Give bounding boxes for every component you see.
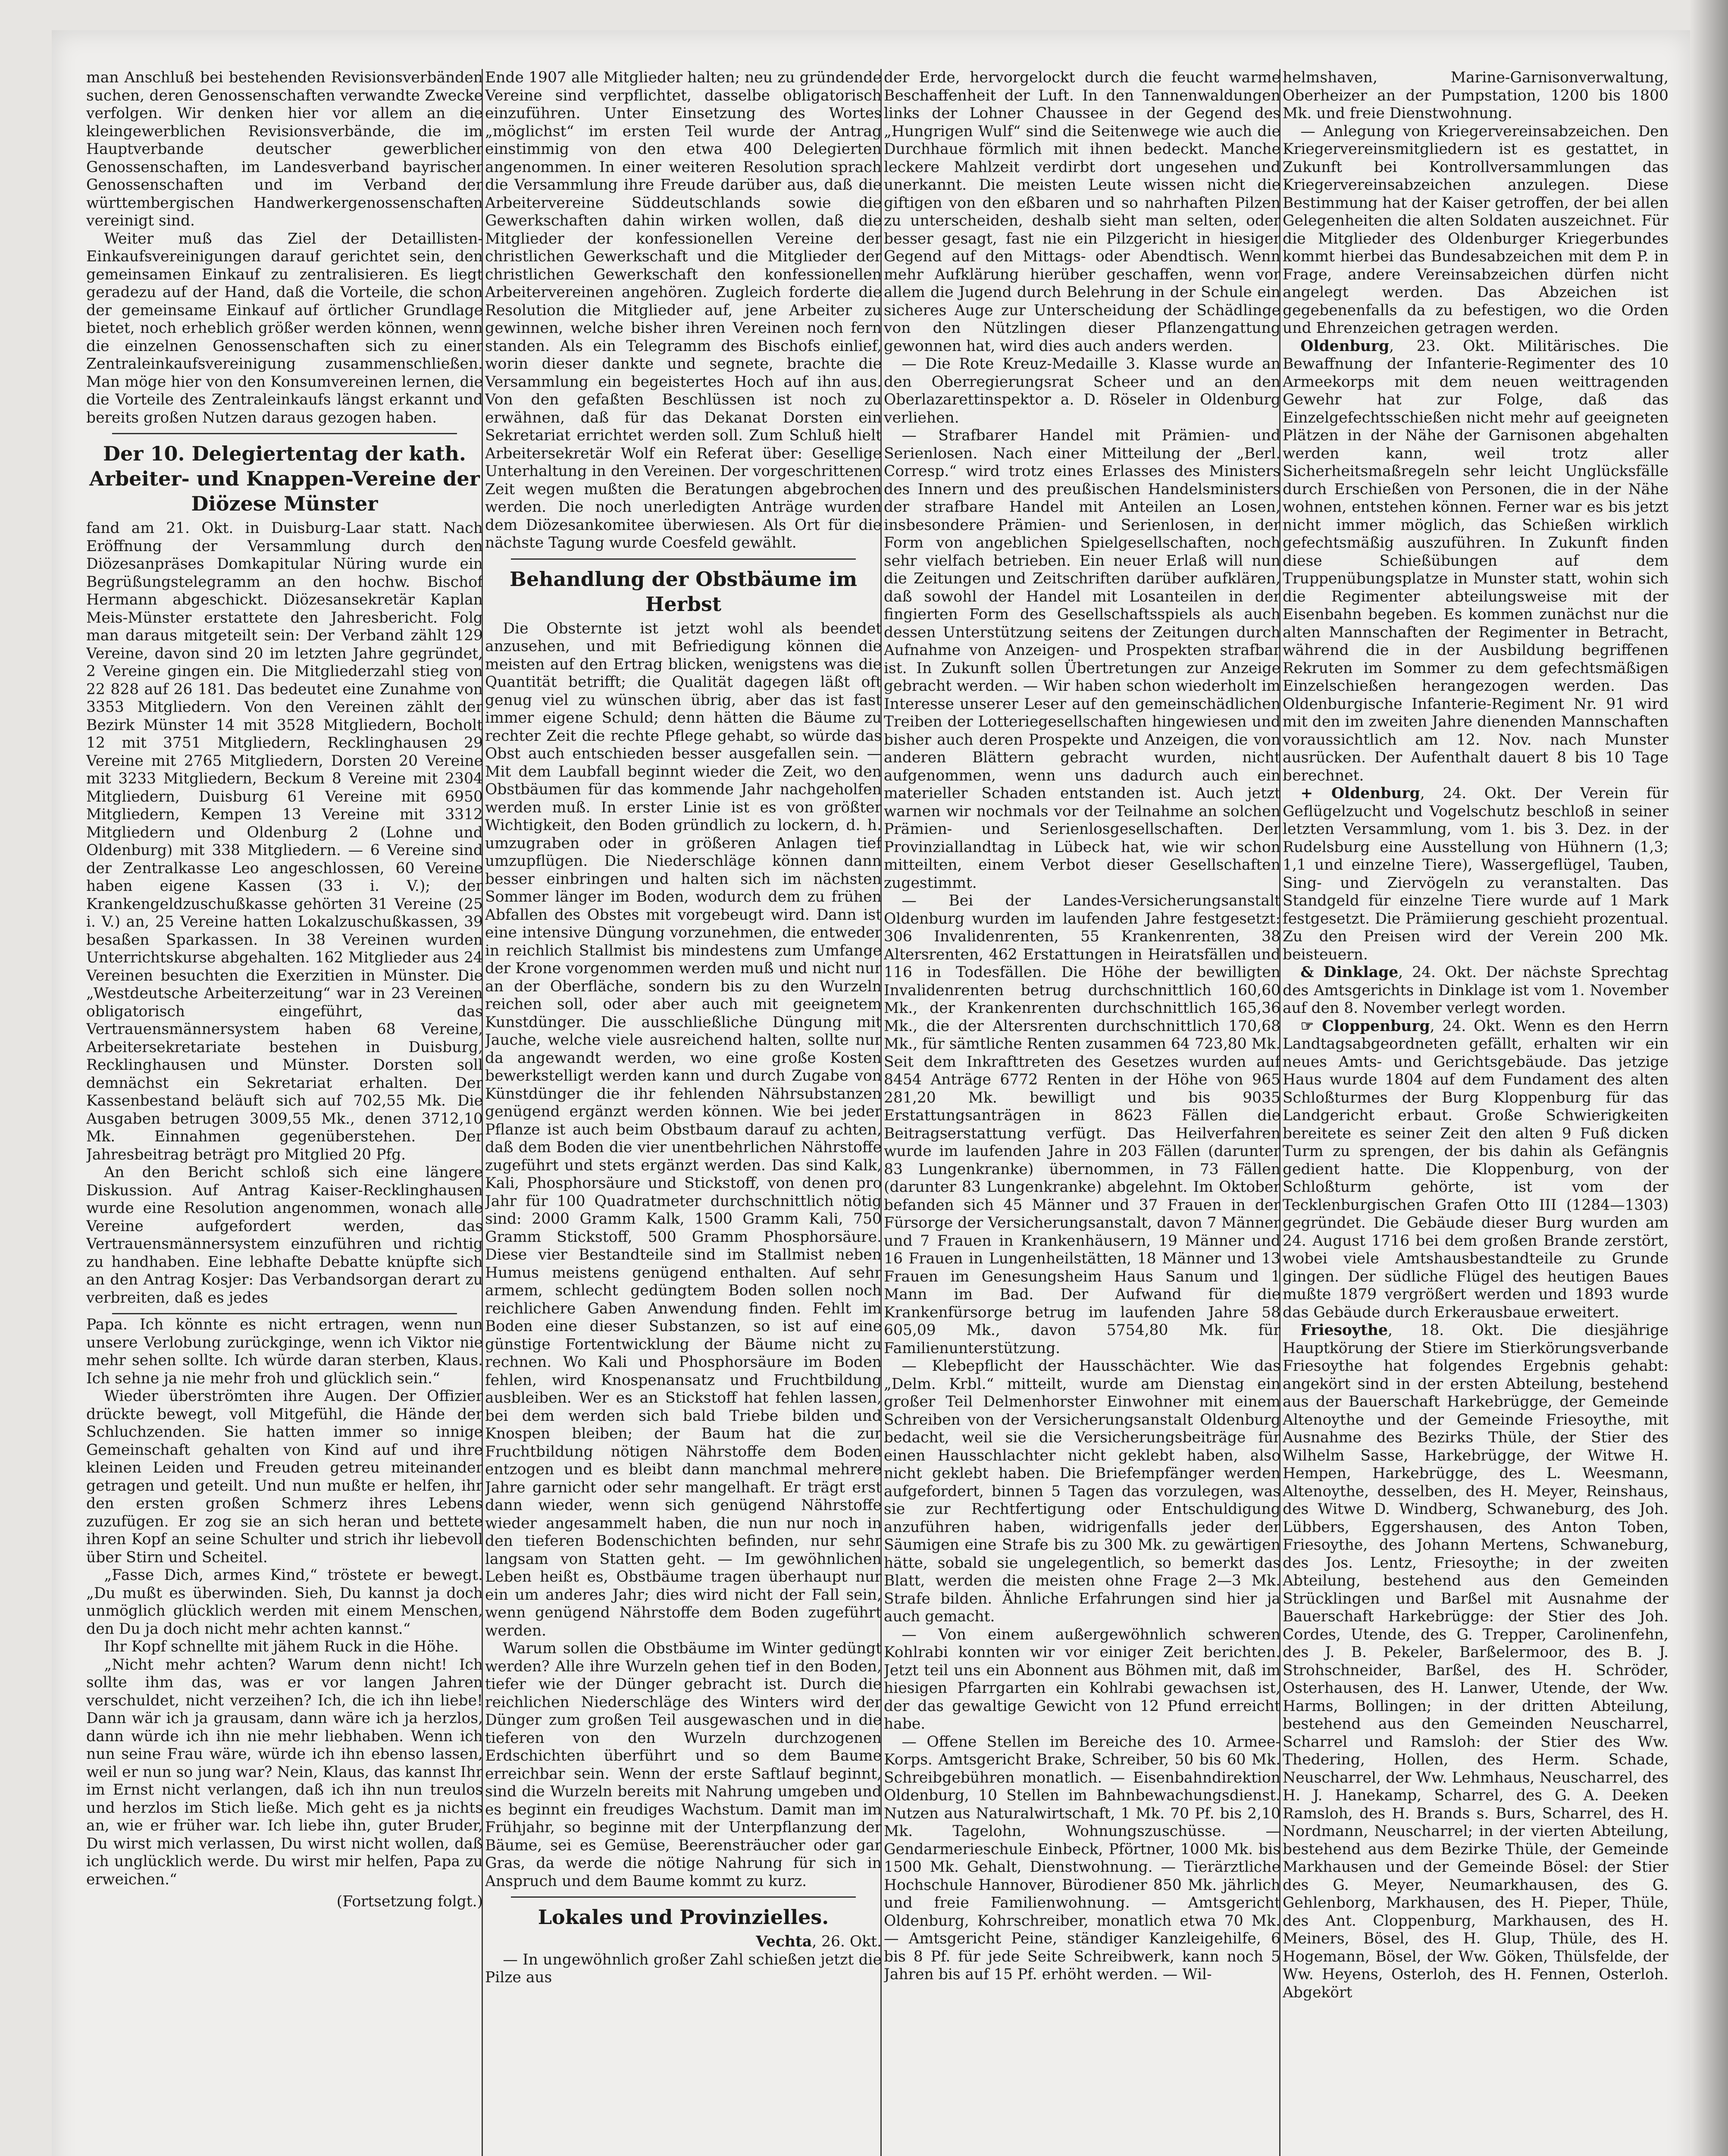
article-paragraph: Die Obsternte ist jetzt wohl als beendet anzusehen, und mit Befriedigung können die meisten auf den Ertrag blicken, wenigstens was die Quantität betrifft; die Qualität dagegen läßt oft genug viel zu wünschen übrig, aber das ist fast immer eigene Schuld; denn hätten die Bäume zu rechter Zeit die rechte Pflege gehabt, so würde das Obst auch entschieden besser ausgefallen sein. — Mit dem Laubfall beginnt wieder die Zeit, wo den Obstbäumen für das kommende Jahr nachgeholfen werden muß. In erster Linie ist es von größter Wichtigkeit, den Boden gründlich zu lockern, d. h. umzugraben oder in größeren Anlagen tief umzupflügen. Die Niederschläge können dann besser einbringen und halten sich im nächsten Sommer länger im Boden, wodurch dem zu frühen Abfallen des Obstes mit vorgebeugt wird. Dann ist eine intensive Düngung vorzunehmen, die entweder in reichlich Stallmist bis mindestens zum Umfange der Krone vorgenommen werden muß und nicht nur an der Oberfläche, sondern bis zu den Wurzeln reichen soll, oder aber auch mit geeignetem Kunstdünger. Die ausschließliche Düngung mit Jauche, welche viele ausreichend halten, sollte nur da angewandt werden, wo eine große Kosten bewerkstelligt werden kann und durch Zugabe von Künstdünger die ihr fehlenden Nährsubstanzen genügend ergänzt werden können. Wie bei jeder Pflanze ist auch beim Obstbaum darauf zu achten, daß dem Boden die vier unentbehrlichen Nährstoffe zugeführt und stets ergänzt werden. Das sind Kalk, Kali, Phosphorsäure und Stickstoff, von denen pro Jahr für 100 Quadratmeter durchschnittlich nötig sind: 2000 Gramm Kalk, 1500 Gramm Kali, 750 Gramm Stickstoff, 500 Gramm Phosphorsäure. Diese vier Bestandteile sind im Stallmist neben Humus meistens genügend enthalten. Auf sehr armem, schlecht gedüngtem Boden sollen noch reichlichere Gaben Anwendung finden. Fehlt im Boden eine dieser Substanzen, so ist auf eine günstige Fortentwicklung der Bäume nicht zu rechnen. Wo Kali und Phosphorsäure im Boden fehlen, wird Knospenansatz und Fruchtbildung ausbleiben. Wer es an Stickstoff hat fehlen lassen, bei dem werden sich bald Triebe bilden und Knospen bleiben; der Baum hat die zur Fruchtbildung nötigen Nährstoffe dem Boden entzogen und es bleibt dann manchmal mehrere Jahre garnicht oder sehr mangelhaft. Er trägt erst dann wieder, wenn sich genügend Nährstoffe wieder angesammelt haben, die nun nur noch in den tieferen Bodenschichten befinden, nur sehr langsam von Statten geht. — Im gewöhnlichen Leben heißt es, Obstbäume tragen überhaupt nur ein um anderes Jahr; dies wird nicht der Fall sein, wenn genügend Nährstoffe dem Boden zugeführt werden. (485, 620, 882, 1639)
story-paragraph: „Fasse Dich, armes Kind,“ tröstete er bewegt. „Du mußt es überwinden. Sieh, Du kannst ja doch unmöglich glücklich werden mit einem Menschen, den Du ja doch nicht mehr achten kannst.“ (86, 1567, 483, 1638)
divider (511, 1896, 856, 1898)
story-paragraph: Wieder überströmten ihre Augen. Der Offizier drückte bewegt, voll Mitgefühl, die Hände der Schluchzenden. Sie hatten immer so innige Gemeinschaft gehalten von Kind auf und ihre kleinen Leiden und Freuden getreu miteinander getragen und geteilt. Und nun mußte er helfen, ihr den ersten großen Schmerz ihres Lebens zuzufügen. Er zog sie an sich heran und bettete ihren Kopf an seine Schulter und strich ihr liebevoll über Stirn und Scheitel. (86, 1388, 483, 1566)
article-paragraph: An den Bericht schloß sich eine längere Diskussion. Auf Antrag Kaiser-Recklinghausen wurde eine Resolution angenommen, wonach alle Vereine aufgefordert werden, das Vertrauensmännersystem einzuführen und richtig zu handhaben. Eine lebhafte Debatte knüpfte sich an den Antrag Kosjer: Das Verbandsorgan derart zu verbreiten, daß es jedes (86, 1164, 483, 1307)
divider (511, 558, 856, 560)
article-paragraph (1283, 338, 1669, 785)
dateline-place: + Oldenburg (1300, 785, 1420, 802)
article-paragraph: — Klebepflicht der Hausschächter. Wie das „Delm. Krbl.“ mitteilt, wurde am Dienstag ein großer Teil Delmenhorster Einwohner mit einem Schreiben von der Versicherungsanstalt Oldenburg bedacht, weil sie die Versicherungsbeiträge für einen Hausschlachter nicht geklebt haben, also nicht geklebt haben. Die Briefempfänger werden aufgefordert, binnen 5 Tagen das vorzulegen, was sie zur Rechtfertigung oder Entschuldigung anzuführen haben, widrigenfalls jeder der Säumigen eine Strafe bis zu 300 Mk. zu gewärtigen hätte, sobald sie ungelegentlich, so bemerkt das Blatt, werden die meisten ohne Frage 2—3 Mk. Strafe bilden. Ähnliche Erfahrungen sind hier ja auch gemacht. (884, 1357, 1280, 1625)
column-2 (485, 69, 882, 2156)
divider (112, 433, 457, 434)
divider (112, 1313, 457, 1314)
article-text: , 24. Okt. Der nächste Sprechtag des Amtsgerichts in Dinklage ist vom 1. November auf den 8. November verlegt worden. (1283, 964, 1669, 1017)
article-paragraph (1283, 1322, 1669, 2002)
article-paragraph (1283, 1018, 1669, 1322)
article-paragraph: fand am 21. Okt. in Duisburg-Laar statt. Nach Eröffnung der Versammlung durch den Diözesanpräses Domkapitular Nüring wurde ein Begrüßungstelegramm an den hochw. Bischof Hermann abgeschickt. Diözesansekretär Kaplan Meis-Münster erstattete den Jahresbericht. Folg man daraus mitgeteilt sein: Der Verband zählt 129 Vereine, davon sind 20 im letzten Jahre gegründet, 2 Vereine gingen ein. Die Mitgliederzahl stieg von 22 828 auf 26 181. Das bedeutet eine Zunahme von 3353 Mitgliedern. Von den Vereinen zählt der Bezirk Münster 14 mit 3528 Mitgliedern, Bocholt 12 mit 3751 Mitgliedern, Recklinghausen 29 Vereine mit 2765 Mitgliedern, Dorsten 20 Vereine mit 3233 Mitgliedern, Beckum 8 Vereine mit 2304 Mitgliedern, Duisburg 61 Vereine mit 6950 Mitgliedern, Kempen 13 Vereine mit 3312 Mitgliedern und Oldenburg 2 (Lohne und Oldenburg) mit 338 Mitgliedern. — 6 Vereine sind der Zentralkasse Leo angeschlossen, 60 Vereine haben eigene Kassen (33 i. V.); der Krankengeldzuschußkasse gehörten 31 Vereine (25 i. V.) an, 25 Vereine hatten Lokalzuschußkassen, 39 besaßen Sparkassen. In 38 Vereinen wurden Unterrichtskurse abgehalten. 162 Mitglieder aus 24 Vereinen besuchten die Exerzitien in Münster. Die „Westdeutsche Arbeiterzeitung“ war in 23 Vereinen obligatorisch eingeführt, das Vertrauensmännersystem haben 68 Vereine, Arbeitersekretariate bestehen in Duisburg, Recklinghausen und Münster. Dorsten soll demnächst ein Sekretariat erhalten. Der Kassenbestand beläuft sich auf 702,55 Mk. Die Ausgaben betrugen 3009,55 Mk., denen 3712,10 Mk. Einnahmen gegenüberstehen. Der Jahresbeitrag beträgt pro Mitglied 20 Pfg. (86, 520, 483, 1163)
dateline-place: ☞ Cloppenburg (1300, 1017, 1430, 1035)
section-headline: Lokales und Provinzielles. (538, 1905, 829, 1929)
article-paragraph (1283, 785, 1669, 964)
story-paragraph: Ihr Kopf schnellte mit jähem Ruck in die Höhe. (104, 1638, 459, 1655)
article-paragraph: der Erde, hervorgelockt durch die feucht warme Beschaffenheit der Luft. In den Tannenwaldungen links der Lohner Chaussee in der Gegend des „Hungrigen Wulf“ sind die Seitenwege wie auch die Durchhaue förmlich mit ihnen bedeckt. Manche leckere Mahlzeit verdirbt dort ungesehen und unerkannt. Die meisten Leute wissen nicht die giftigen von den eßbaren und so nahrhaften Pilzen zu unterscheiden, deshalb sieht man selten, oder besser gesagt, fast nie ein Pilzgericht in hiesiger Gegend auf den Mittags- oder Abendtisch. Wenn mehr Aufklärung hierüber geschaffen, wenn vor allem die Jugend durch Belehrung in der Schule ein sicheres Auge zur Unterscheidung der Schädlinge von den Nützlingen dieser Pflanzengattung gewonnen hat, wird dies auch anders werden. (884, 69, 1280, 355)
article-paragraph: Weiter muß das Ziel der Detaillisten-Einkaufsvereinigungen darauf gerichtet sein, den gemeinsamen Einkauf zu zentralisieren. Es liegt geradezu auf der Hand, daß die Vorteile, die schon der gemeinsame Einkauf auf örtlicher Grundlage bietet, noch erheblich größer werden können, wenn die einzelnen Genossenschaften sich zu einer Zentraleinkaufsvereinigung zusammenschließen. Man möge hier von den Konsumvereinen lernen, die die Vorteile des Zentraleinkaufs längst erkannt und bereits großen Nutzen daraus gezogen haben. (86, 230, 483, 426)
dateline-date: , 26. Okt. (812, 1933, 882, 1950)
article-paragraph: — Bei der Landes-Versicherungsanstalt Oldenburg wurden im laufenden Jahre festgesetzt: 306 Invalidenrenten, 55 Krankenrenten, 38 Altersrenten, 462 Erstattungen in Heiratsfällen und 116 in Todesfällen. Die Höhe der bewilligten Invalidenrenten betrug durchschnittlich 160,60 Mk., der Krankenrenten durchschnittlich 165,36 Mk., die der Altersrenten durchschnittlich 170,68 Mk., für sämtliche Renten zusammen 64 723,80 Mk. Seit dem Inkrafttreten des Gesetzes wurden auf 8454 Anträge 6772 Renten in der Höhe von 965 281,20 Mk. bewilligt und bis 9035 Erstattungsanträgen in 8623 Fällen die Beitragserstattung verfügt. Das Heilverfahren wurde im laufenden Jahre in 203 Fällen (darunter 83 Lungenkranke) übernommen, in 73 Fällen (darunter 83 Lungenkranke) abgelehnt. Im Oktober befanden sich 45 Männer und 37 Frauen in der Fürsorge der Versicherungsanstalt, davon 7 Männer und 7 Frauen in Krankenhäusern, 19 Männer und 16 Frauen in Lungenheilstätten, 18 Männer und 13 Frauen im Genesungsheim Haus Sanum und 1 Mann im Bad. Der Aufwand für die Krankenfürsorge betrug im laufenden Jahre 58 605,09 Mk., davon 5754,80 Mk. für Familienunterstützung. (884, 892, 1280, 1357)
column-1 (86, 69, 483, 2156)
story-paragraph: „Nicht mehr achten? Warum denn nicht! Ich sollte ihm das, was er vor langen Jahren verschuldet, nicht verzeihen? Ich, die ich ihn liebe! Dann wär ich ja grausam, dann wäre ich ja herzlos, dann würde ich ihn nie mehr liebhaben. Wenn ich nun seine Frau wäre, würde ich ihn ebenso lassen, weil er nun so jung war? Nein, Klaus, das kannst Ihr im Ernst nicht verlangen, daß ich ihn nun treulos und herzlos im Stich ließe. Mich geht es ja nichts an, wie er früher war. Ich liebe ihn, guter Bruder, Du wirst mich verlassen, Du wirst nicht wollen, daß ich unglücklich werde. Du wirst mir helfen, Papa zu erweichen.“ (86, 1656, 483, 1888)
article-headline: Behandlung der Obstbäume im Herbst (509, 567, 858, 616)
article-text: , 24. Okt. Wenn es den Herrn Landtagsabgeordneten gefällt, erhalten wir ein neues Amts- und Gerichtsgebäude. Das jetzige Haus wurde 1804 auf dem Fundament des alten Schloßturmes der Burg Kloppenburg für das Landgericht erbaut. Große Schwierigkeiten bereitete es seiner Zeit den alten 9 Fuß dicken Turm zu sprengen, der bis dahin als Gefängnis gedient hatte. Die Kloppenburg, von der Schloßturm gehörte, ist vom der Tecklenburgischen Grafen Otto III (1284—1303) gegründet. Die Gebäude dieser Burg wurden am 24. August 1716 bei dem großen Brande zerstört, wobei viele Amtshausbestandteile zu Grunde gingen. Der südliche Flügel des heutigen Baues mußte 1879 vergrößert werden und 1893 wurde das Gebäude durch Erkerausbaue erweitert. (1283, 1017, 1669, 1321)
column-4 (1283, 69, 1669, 2156)
dateline-place: & Dinklage (1300, 964, 1399, 981)
column-3 (884, 69, 1280, 2156)
article-paragraph: Warum sollen die Obstbäume im Winter gedüngt werden? Alle ihre Wurzeln gehen tief in den Boden, tiefer wie der Dünger gebracht ist. Durch die reichlichen Niederschläge des Winters wird der Dünger zum großen Teil ausgewaschen und in die tieferen von den Wurzeln durchzogenen Erdschichten überführt und so dem Baume erreichbar sein. Wenn der erste Saftlauf beginnt, sind die Wurzeln bereits mit Nahrung umgeben und es beginnt ein freudiges Wachstum. Damit man im Frühjahr, so beginne mit der Unterpflanzung der Bäume, sei es Gemüse, Beerensträucher oder gar Gras, da werde die nötige Nahrung für sich in Anspruch und dem Baume kommt zu kurz. (485, 1640, 882, 1890)
article-text: , 24. Okt. Der Verein für Geflügelzucht und Vogelschutz beschloß in seiner letzten Versammlung, vom 1. bis 3. Dez. in der Rudelsburg eine Ausstellung von Hühnern (1,3; 1,1 und einzelne Tiere), Wassergeflügel, Tauben, Sing- und Ziervögeln zu veranstalten. Das Standgeld für einzelne Tiere wurde auf 1 Mark festgesetzt. Die Prämiierung geschieht prozentual. Zu den Preisen wird der Verein 200 Mk. beisteuern. (1283, 785, 1669, 963)
continued-note: (Fortsetzung folgt.) (336, 1893, 483, 1910)
article-headline: Der 10. Delegiertentag der kath. Arbeiter- und Knappen-Vereine der Diözese Münster (89, 442, 480, 515)
article-paragraph: man Anschluß bei bestehenden Revisionsverbänden suchen, deren Genossenschaften verwandte Zwecke verfolgen. Wir denken hier vor allem an die kleingewerblichen Revisionsverbände, die im Hauptverbande deutscher gewerblicher Genossenschaften, im Landesverband bayrischer Genossenschaften und im Verband der württembergischen Handwerkergenossenschaften vereinigt sind. (86, 69, 483, 229)
article-paragraph: Ende 1907 alle Mitglieder halten; neu zu gründende Vereine sind verpflichtet, dasselbe obligatorisch einzuführen. Unter Einsetzung des Wortes „möglichst“ im ersten Teil wurde der Antrag einstimmig von den etwa 400 Delegierten angenommen. In einer weiteren Resolution sprach die Versammlung ihre Freude darüber aus, daß die Arbeitervereine Süddeutschlands sowie die Gewerkschaften dahin wirken wollen, daß die Mitglieder der konfessionellen Vereine der christlichen Gewerkschaft und die Mitglieder der christlichen Gewerkschaft den konfessionellen Arbeitervereinen angehören. Zugleich forderte die Resolution die Mitglieder auf, jene Arbeiter zu gewinnen, welche bisher ihren Vereinen noch fern standen. Als ein Telegramm des Bischofs einlief, worin dieser dankte und segnete, brachte die Versammlung ein begeistertes Hoch auf ihn aus. Von den gefaßten Beschlüssen ist noch zu erwähnen, daß für das Dekanat Dorsten ein Sekretariat errichtet werden soll. Zum Schluß hielt Arbeitersekretär Wolf ein Referat über: Gesellige Unterhaltung in den Vereinen. Der vorgeschrittenen Zeit wegen mußten die Beratungen abgebrochen werden. Die noch unerledigten Anträge wurden dem Diözesankomitee überwiesen. Als Ort für die nächste Tagung wurde Coesfeld gewählt. (485, 69, 882, 552)
story-paragraph: Papa. Ich könnte es nicht ertragen, wenn nun unsere Verlobung zurückginge, wenn ich Viktor nie mehr sehen sollte. Ich würde daran sterben, Klaus. Ich sehne ja nie mehr froh und glücklich sein.“ (86, 1316, 483, 1387)
article-text: , 18. Okt. Die diesjährige Hauptkörung der Stiere im Stierkörungsverbande Friesoythe hat folgendes Ergebnis gehabt: angekört sind in der ersten Abteilung, bestehend aus der Bauerschaft Harkebrügge, der Gemeinde Altenoythe und der Gemeinde Friesoythe, mit Ausnahme des Bezirks Thüle, der Stier des Wilhelm Sasse, Harkebrügge, der Witwe H. Hempen, Harkebrügge, des L. Weesmann, Altenoythe, desselben, des H. Meyer, Reinshaus, des Witwe D. Windberg, Schwaneburg, des Joh. Lübbers, Eggershausen, des Anton Toben, Friesoythe, des Johann Mertens, Schwaneburg, des Jos. Lentz, Friesoythe; in der zweiten Abteilung, bestehend aus den Gemeinden Strücklingen und Barßel mit Ausnahme der Bauerschaft Harkebrügge: der Stier des Joh. Cordes, Utende, des G. Trepper, Carolinenfehn, des J. B. Pekeler, Barßelermoor, des B. J. Strohschneider, Barßel, des H. Schröder, Osterhausen, des H. Lanwer, Utende, der Ww. Harms, Bollingen; in der dritten Abteilung, bestehend aus den Gemeinden Neuscharrel, Scharrel und Ramsloh: der Stier des Ww. Thedering, Hollen, des Herm. Schade, Neuscharrel, der Ww. Lehmhaus, Neuscharrel, des H. J. Hanekamp, Scharrel, des G. A. Deeken Ramsloh, des H. Brands s. Burs, Scharrel, des H. Nordmann, Neuscharrel; in der vierten Abteilung, bestehend aus dem Bezirke Thüle, der Gemeinde Markhausen und der Gemeinde Bösel: der Stier des G. Meyer, Neumarkhausen, des G. Gehlenborg, Markhausen, des H. Pieper, Thüle, des Ant. Cloppenburg, Markhausen, des H. Meiners, Bösel, des H. Glup, Thüle, des H. Hogemann, Bösel, der Ww. Göken, Thülsfelde, der Ww. Heyens, Osterloh, des H. Fennen, Osterloh. Abgekört (1283, 1322, 1669, 2001)
newspaper-page (52, 30, 1690, 2156)
page-edge-shadow (1689, 0, 1728, 2156)
article-paragraph: — Strafbarer Handel mit Prämien- und Serienlosen. Nach einer Mitteilung der „Berl. Corresp.“ wird trotz eines Erlasses des Ministers des Innern und des preußischen Handelsministers der strafbare Handel mit Anteilen an Losen, insbesondere Prämien- und Serienlosen, in der Form von angeblichen Spielgesellschaften, noch sehr vielfach betrieben. Ein neuer Erlaß will nun die Zeitungen und Zeitschriften darüber aufklären, daß sowohl der Handel mit Losanteilen in der fingierten Form des Gesellschaftsspiels als auch dessen Unterstützung seitens der Zeitungen durch Aufnahme von Anzeigen- und Prospekten strafbar ist. In Zukunft sollen Übertretungen zur Anzeige gebracht werden. — Wir haben schon wiederholt im Interesse unserer Leser auf den gemeinschädlichen Treiben der Lotteriegesellschaften hingewiesen und bisher auch deren Prospekte und Anzeigen, die von anderen Blättern gebracht wurden, nicht aufgenommen, wenn uns dadurch auch ein materieller Schaden entstanden ist. Auch jetzt warnen wir nochmals vor der Teilnahme an solchen Prämien- und Serienlosgesellschaften. Der Provinziallandtag in Lübeck hat, wie wir schon mitteilten, einem Verbot dieser Gesellschaften zugestimmt. (884, 427, 1280, 892)
article-paragraph: — Von einem außergewöhnlich schweren Kohlrabi konnten wir vor einiger Zeit berichten. Jetzt teil uns ein Abonnent aus Böhmen mit, daß im hiesigen Pfarrgarten ein Kohlrabi gewachsen ist, der das gewaltige Gewicht von 12 Pfund erreicht habe. (884, 1626, 1280, 1733)
article-paragraph: — Anlegung von Kriegervereinsabzeichen. Den Kriegervereinsmitgliedern ist es gestattet, in Zukunft bei Kontrollversammlungen das Kriegervereinsabzeichen anzulegen. Diese Bestimmung hat der Kaiser getroffen, der bei allen Gelegenheiten die alten Soldaten auszeichnet. Für die Mitglieder des Oldenburger Kriegerbundes kommt hierbei das Bundesabzeichen mit dem P. in Frage, andere Vereinsabzeichen dürfen nicht angelegt werden. Das Abzeichen ist gegebenenfalls da zu befestigen, wo die Orden und Ehrenzeichen getragen werden. (1283, 122, 1669, 337)
article-paragraph: — In ungewöhnlich großer Zahl schießen jetzt die Pilze aus (485, 1951, 882, 1986)
article-paragraph: — Offene Stellen im Bereiche des 10. Armee-Korps. Amtsgericht Brake, Schreiber, 50 bis 60 Mk. Schreibgebühren monatlich. — Eisenbahndirektion Oldenburg, 10 Stellen im Bahnbewachungsdienst. Nutzen aus Naturalwirtschaft, 1 Mk. 70 Pf. bis 2,10 Mk. Tagelohn, Wohnungszuschüsse. — Gendarmerieschule Einbeck, Pförtner, 1000 Mk. bis 1500 Mk. Gehalt, Dienstwohnung. — Tierärztliche Hochschule Hannover, Bürodiener 850 Mk. jährlich und freie Familienwohnung. — Amtsgericht Oldenburg, Kohrschreiber, monatlich etwa 70 Mk. — Amtsgericht Peine, ständiger Kanzleigehilfe, 6 bis 8 Pf. für jede Seite Schreibwerk, kann noch 5 Jahren bis auf 15 Pf. erhöht werden. — Wil- (884, 1733, 1280, 1983)
article-paragraph: helmshaven, Marine-Garnisonverwaltung, Oberheizer an der Pumpstation, 1200 bis 1800 Mk. und freie Dienstwohnung. (1283, 69, 1669, 122)
article-text: , 23. Okt. Militärisches. Die Bewaffnung der Infanterie-Regimenter des 10 Armeekorps mit dem neuen weittragenden Gewehr hat zur Folge, daß das Einzelgefechtsschießen nicht mehr auf geeigneten Plätzen in der Nähe der Garnisonen abgehalten werden kann, weil trotz aller Sicherheitsmaßregeln sehr leicht Unglücksfälle durch Erschießen von Personen, die in der Nähe wohnen, entstehen können. Ferner war es bis jetzt nicht immer möglich, das Schießen wirklich gefechtsmäßig auszuführen. In Zukunft finden diese Schießübungen auf dem Truppenübungsplatze in Munster statt, wohin sich die Regimenter abteilungsweise mit der Eisenbahn begeben. Es kommen zunächst nur die alten Mannschaften der Regimenter in Betracht, während die in der Ausbildung begriffenen Rekruten im Sommer zu dem gefechtsmäßigen Einzelschießen herangezogen werden. Das Oldenburgische Infanterie-Regiment Nr. 91 wird mit den im zweiten Jahre dienenden Mannschaften voraussichtlich am 12. Nov. nach Munster ausrücken. Der Aufenthalt dauert 8 bis 10 Tage berechnet. (1283, 337, 1669, 784)
dateline-place: Friesoythe (1300, 1322, 1388, 1339)
dateline-place: Vechta (756, 1933, 812, 1950)
article-paragraph: — Die Rote Kreuz-Medaille 3. Klasse wurde an den Oberregierungsrat Scheer und an den Oberlazarettinspektor a. D. Röseler in Oldenburg verliehen. (884, 355, 1280, 426)
article-paragraph (1283, 964, 1669, 1018)
dateline (485, 1933, 882, 1951)
dateline-place: Oldenburg (1300, 337, 1390, 355)
